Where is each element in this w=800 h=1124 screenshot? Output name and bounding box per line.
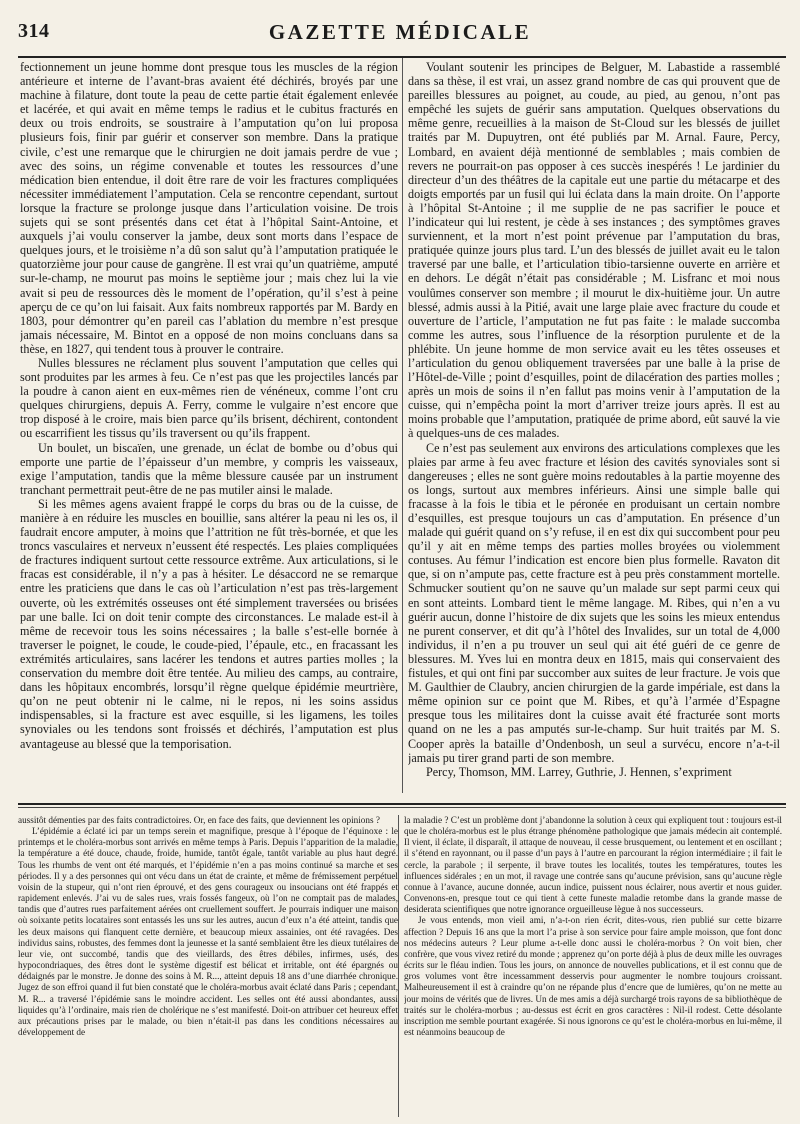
feuilleton-column-left [18, 815, 398, 1120]
paragraph: Je vous entends, mon vieil ami, n’a-t-on rien écrit, dites-vous, rien publié sur cette bizarre affection ? Depuis 16 ans que la mort l’a prise à son service pour faire ample moisson, que font donc nos médecins auteurs ? Leur plume a-t-elle donc aussi le choléra-morbus ? On voit bien, cher confrère, que vous vivez retiré du monde ; apprenez qu’on porte déjà à plus de deux mille les ouvrages écrits sur le fléau indien. Tous les jours, on annonce de nouvelles publications, et il est connu que de gros volumes vont être incessamment desservis pour augmenter le nombre toujours croissant. Malheureusement il est à craindre qu’on ne répande plus d’encre que de lumières, qu’on ne mette au jour moins de vérités que de livres. Un de mes amis a déjà surchargé trois rayons de sa bibliothèque de traités sur le choléra-morbus ; au-dessus est écrit en gros caractères : Nil-il rodest. Cette désolante inscription me semble pourtant exagérée. Si nous ignorons ce qu’est le choléra-morbus en lui-même, il est néanmoins beaucoup de [404, 915, 782, 1037]
journal-title: GAZETTE MÉDICALE [268, 20, 532, 44]
paragraph: L’épidémie a éclaté ici par un temps serein et magnifique, presque à l’époque de l’équinoxe : le printemps et le choléra-morbus sont arrivés en même temps à Paris. Depuis l’apparition de la maladie, la température a été douce, chaude, froide, humide, tantôt égale, tantôt variable au plus haut degré. Tous les rhumbs de vent ont été marqués, et l’épidémie n’en a pas moins continué sa marche et ses périodes. Il y a des personnes qui ont vécu dans un état de crainte, et même de frémissement perpétuel voisin de la stupeur, qui n’ont rien éprouvé, et des gens courageux ou insoucians ont été frappés et rapidement enlevés. J’ai vu de sales rues, vrais fossés fangeux, où l’on ne comptait pas de malades, tandis que d’autres rues parfaitement aérées ont cruellement souffert. Je pourrais indiquer une maison où soixante petits locataires sont entassés les uns sur les autres, aucun d’eux n’a été atteint, tandis que les deux maisons qui flanquent cette dernière, et beaucoup mieux assainies, ont été ravagées. Des individus sains, robustes, des femmes dont la jeunesse et la santé semblaient être les dieux tutélaires de leur vie, ont succombé, tandis que des vieillards, des êtres débiles, infirmes, usés, des hypocondriaques, des êtres dont le système digestif est bélicat et irritable, ont été épargnés ou dédaignés par le monstre. Je donne des soins à M. R..., atteint depuis 18 ans d’une diarrhée chronique. Jugez de son effroi quand il fut bien constaté que le choléra-morbus avait éclaté dans Paris ; cependant, M. R... a traversé l’épidémie sans le moindre accident. Les selles ont été aussi abondantes, aussi liquides qu’à l’ordinaire, mais rien de cholérique ne s’est manifesté. Doit-on attribuer cet heureux effet aux précautions prises par le malade, ou bien n’était-il pas dans les conditions nécessaires au développement de [18, 826, 398, 1037]
paragraph: fectionnement un jeune homme dont presque tous les muscles de la région antérieure et interne de l’avant-bras avaient été déchirés, broyés par une machine à filature, dont toute la peau de cette partie était également enlevée et lacérée, et qui avait en même temps le radius et le cubitus fracturés en deux ou trois endroits, se soustraire à l’amputation qu’on lui proposa plusieurs fois, finir par guérir et conserver son membre. Dans la pratique civile, c’est une remarque que le chirurgien ne doit jamais perdre de vue ; avec des soins, un régime convenable et toutes les ressources d’une médication bien entendue, il doit être rare de voir les fractures compliquées nécessiter immédiatement l’amputation. Cela se rencontre cependant, surtout lorsque la fracture se prolonge jusque dans l’articulation voisine. De trois sujets qui se sont présentés dans cet état à l’hôpital Saint-Antoine, et auxquels j’ai voulu conserver la jambe, deux sont morts dans l’espace de quelques jours, et le troisième n’a dû son salut qu’à l’amputation pratiquée le quatorzième jour pour cause de gangrène. Il est vrai qu’un quatrième, amputé sur-le-champ, ne mourut pas moins le septième jour ; mais chez lui la vie avait si peu de ressources dès le moment de l’opération, qu’il s’est à peine aperçu de ce qu’on lui faisait. Aux faits nombreux rapportés par M. Bardy en 1803, pour démontrer qu’en pareil cas l’ablation du membre n’est presque jamais nécessaire, M. Bintot en a opposé de non moins concluans dans sa thèse, en 1827, qui tendent tous à prouver le contraire. [20, 60, 398, 356]
feuilleton-rule-thin [18, 807, 786, 808]
paragraph: Ce n’est pas seulement aux environs des articulations complexes que les plaies par arme à feu avec fracture et lésion des cavités synoviales sont si dangereuses ; elles ne sont guère moins redoutables à la partie moyenne des os longs, surtout aux membres inférieurs. Ainsi une simple balle qui fracasse à la fois le tibia et le péronée en produisant un certain nombre d’esquilles, est presque toujours un cas d’amputation. En présence d’un malade qui guérit quand on s’y refuse, il en est dix qui succombent pour peu qu’il y ait en même temps des parties molles broyées ou violemment contuses. Au fémur l’indication est encore bien plus formelle. Ravaton dit que, si on n’ampute pas, cette fracture est à peu près constamment mortelle. Schmucker soutient qu’on ne sauve qu’un malade sur sept parmi ceux qui en sont atteints. Lombard tient le même langage. M. Ribes, qui n’en a vu guérir aucun, donne l’histoire de dix sujets que les soins les mieux entendus ne purent conserver, et dit qu’à l’hôtel des Invalides, sur un total de 4,000 individus, il n’en a pu trouver un seul qui ait été guéri de ce genre de blessures. M. Yves lui en montra deux en 1815, mais qui conservaient des fistules, et qui ont fini par succomber aux suites de leur fracture. Je vois que M. Gaulthier de Claubry, ancien chirurgien de la garde impériale, est dans la même opinion sur ce point que M. Ribes, et qu’à l’armée d’Espagne presque tous les militaires dont la cuisse avait été fracturée sont morts quand on ne les a pas amputés sur-le-champ. Sur huit traités par M. S. Cooper après la bataille d’Ondenbosh, un seul a survécu, encore n’a-t-il jamais pu tirer grand parti de son membre. [408, 440, 780, 765]
page-header [18, 20, 782, 50]
paragraph: Si les mêmes agens avaient frappé le corps du bras ou de la cuisse, de manière à en réduire les muscles en bouillie, sans altérer la peau ni les os, il faudrait encore amputer, à moins que l’attrition ne fût très-bornée, et que les troncs vasculaires et nerveux n’eussent été respectés. Les plaies compliquées de fractures indiquent surtout cette ressource extrême. Aux articulations, si le fracas est considérable, il n’y a pas à hésiter. Le désaccord ne se remarque entre les praticiens que dans le cas où l’articulation n’est pas très-largement ouverte, où les extrémités osseuses ont été simplement traversées ou brisées par une balle. Ici on doit tenir compte des circonstances. Le malade est-il à même de recevoir tous les soins nécessaires ; la balle s’est-elle bornée à traverser le poignet, le coude, le coude-pied, l’épaule, etc., en fracassant les extrémités articulaires, sans lacérer les tendons et autres parties molles ; la conservation du membre doit être tentée. Au milieu des camps, au contraire, dans les hôpitaux encombrés, lorsqu’il règne quelque épidémie meurtrière, qu’on ne peut obtenir ni le calme, ni le repos, ni les soins assidus indispensables, si la fracture est avec esquille, si les ligamens, les toiles synoviales ou les tendons sont froissés et déchirés, l’amputation est plus avantageuse au blessé que la temporisation. [20, 496, 398, 751]
paragraph: la maladie ? C’est un problème dont j’abandonne la solution à ceux qui expliquent tout : toujours est-il que le choléra-morbus est le plus étrange phénomène pathologique que jamais médecin ait contemplé. Il vient, il éclate, il disparaît, il attaque de nouveau, il cesse brusquement, ou lentement et en oscillant ; il s’étend en rayonnant, ou il passe d’un pays à l’autre en parcourant la région intermédiaire ; il fait le cercle, la parabole ; il serpente, il brave toutes les localités, toutes les températures, toutes les influences sidérales ; en un mot, il ravage une contrée sans qu’aucune prévision, sans qu’aucune règle connue à l’avance, aucune donnée, aucun indice, puissent nous éclairer, nous avertir et nous guider. Convenons-en, presque tout ce qui tient à cette funeste maladie retombe dans la grande masse de desiderata scientifiques que notre ignorance orgueilleuse lègue à nos successeurs. [404, 815, 782, 915]
column-divider [402, 58, 403, 793]
paragraph: Un boulet, un biscaïen, une grenade, un éclat de bombe ou d’obus qui emporte une partie de l’épaisseur d’un membre, y compris les vaisseaux, exige l’amputation, tandis que la même blessure causée par un instrument tranchant permettrait peut-être de ne pas mutiler ainsi le malade. [20, 440, 398, 497]
feuilleton-divider [398, 815, 399, 1117]
main-column-left [20, 60, 398, 796]
feuilleton-column-right [404, 815, 782, 1120]
paragraph: Voulant soutenir les principes de Belguer, M. Labastide a rassemblé dans sa thèse, il est vrai, un assez grand nombre de cas qui prouvent que de pareilles blessures au poignet, au coude, au pied, au genou, n’ont pas empêché les sujets de guérir sans amputation. Quelques observations du même genre, recueillies à la maison de St-Cloud sur les blessés de juillet traités par M. Dupuytren, ont été publiés par M. Arnal. Faure, Percy, Lombard, en avaient déjà mentionné de semblables ; mais combien de revers ne pourrait-on pas opposer à ces succès inespérés ! Le jardinier du directeur d’un des théâtres de la capitale eut une partie du métacarpe et des doigts emportés par un fusil qui lui éclata dans la main droite. On l’apporte à l’hôpital St-Antoine ; il me supplie de ne pas sacrifier le pouce et l’indicateur qui lui restent, je cède à ses instances ; des symptômes graves surviennent, et la mort n’est point prévenue par l’amputation du bras, pratiquée quinze jours plus tard. L’un des blessés de juillet avait eu le talon traversé par une balle, et l’articulation tibio-tarsienne ouverte en arrière et en dehors. Le dégât n’était pas considérable ; M. Lisfranc et moi nous voulûmes conserver son membre ; il mourut le dix-huitième jour. Un autre blessé, admis aussi à la Pitié, avait une large plaie avec fracture du coude et ouverture de l’article, l’amputation ne fut pas faite : le malade succomba comme les autres, sous l’influence de la résorption purulente et de la phlébite. Un jeune homme de mon service avait eu les têtes osseuses et l’articulation du genou obliquement traversées par une balle à la prise de l’Hôtel-de-Ville ; point d’esquilles, point de dilacération des parties molles ; après un mois de soins il n’en fallut pas moins venir à l’amputation de la cuisse, qui n’empêcha point la mort d’arriver treize jours après. Il est au moins probable que l’amputation, pratiquée de prime abord, eût sauvé la vie à quelques-uns de ces malades. [408, 60, 780, 441]
feuilleton-rule [18, 803, 786, 805]
main-column-right [408, 60, 780, 796]
paragraph: aussitôt démenties par des faits contradictoires. Or, en face des faits, que deviennent les opinions ? [18, 815, 380, 825]
paragraph: Percy, Thomson, MM. Larrey, Guthrie, J. Hennen, s’expriment [426, 764, 732, 779]
paragraph: Nulles blessures ne réclament plus souvent l’amputation que celles qui sont produites par les armes à feu. Ce n’est pas que les projectiles lancés par la poudre à canon aient en eux-mêmes rien de vénéneux, comme l’ont cru quelques chirurgiens, depuis A. Ferry, comme le vulgaire n’est encore que trop disposé à le croire, mais bien parce qu’ils brisent, déchirent, contondent ou escarrifient les tissus qu’ils traversent ou qu’ils frappent. [20, 355, 398, 441]
page-number: 314 [18, 20, 50, 42]
